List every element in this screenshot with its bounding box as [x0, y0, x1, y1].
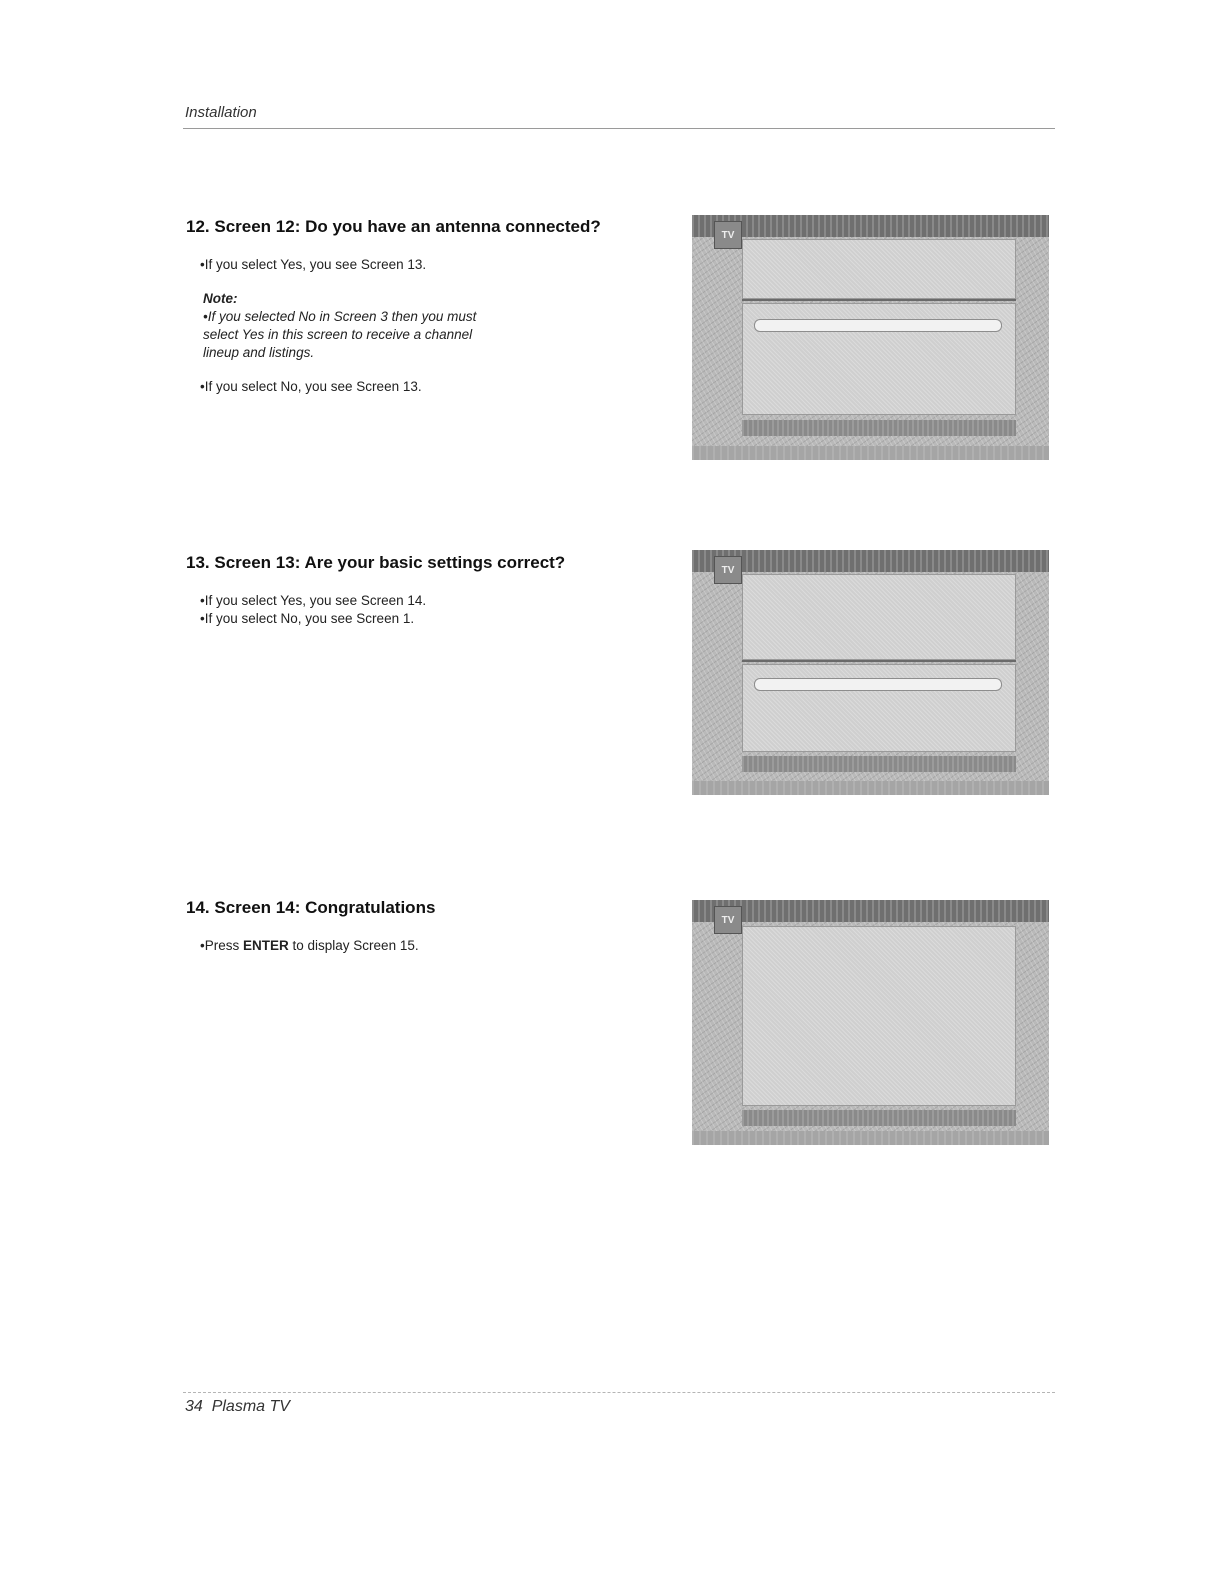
screen-info-panel — [742, 574, 1016, 660]
tv-screen-14-image — [692, 900, 1049, 1145]
running-head: Installation — [185, 104, 257, 121]
footer-rule — [183, 1392, 1055, 1393]
press-suffix: to display Screen 15. — [288, 938, 419, 953]
section-screen-14 — [186, 898, 646, 955]
tv-logo-icon: TV — [714, 906, 742, 934]
tv-logo-icon: TV — [714, 556, 742, 584]
screen-hint-strip — [742, 420, 1016, 436]
note-line: select Yes in this screen to receive a channel — [203, 327, 473, 342]
section-heading: 12. Screen 12: Do you have an antenna connected? — [186, 217, 601, 236]
section-heading: 14. Screen 14: Congratulations — [186, 898, 436, 917]
bullet-text: •If you select Yes, you see Screen 14. — [200, 593, 427, 608]
section-screen-12 — [186, 217, 646, 396]
tv-screen-13-image — [692, 550, 1049, 795]
screen-footer-bar — [692, 446, 1049, 460]
header-rule — [183, 128, 1055, 129]
screen-button-strip — [742, 1110, 1016, 1126]
bullet-text: •If you select No, you see Screen 1. — [200, 611, 415, 626]
screen-footer-bar — [692, 781, 1049, 795]
screen-separator — [742, 299, 1016, 301]
page-folio: 34 Plasma TV — [185, 1398, 290, 1415]
note-line: lineup and listings. — [203, 345, 315, 360]
screen-separator — [742, 660, 1016, 662]
press-prefix: •Press — [200, 938, 243, 953]
screen-title-bar — [692, 215, 1049, 237]
screen-message-panel — [742, 926, 1016, 1106]
section-heading: 13. Screen 13: Are your basic settings correct? — [186, 553, 566, 572]
screen-title-bar — [692, 900, 1049, 922]
highlighted-option — [754, 319, 1002, 332]
note-line: •If you selected No in Screen 3 then you must — [203, 309, 477, 324]
screen-info-panel — [742, 239, 1016, 299]
enter-key-label: ENTER — [243, 938, 289, 953]
note-label: Note: — [203, 291, 238, 306]
screen-hint-strip — [742, 756, 1016, 772]
tv-screen-12-image — [692, 215, 1049, 460]
section-screen-13 — [186, 553, 646, 628]
highlighted-option — [754, 678, 1002, 691]
tv-logo-icon: TV — [714, 221, 742, 249]
bullet-text: •If you select No, you see Screen 13. — [200, 379, 422, 394]
bullet-text: •If you select Yes, you see Screen 13. — [200, 257, 427, 272]
screen-title-bar — [692, 550, 1049, 572]
bullet-text — [186, 937, 646, 955]
screen-footer-bar — [692, 1131, 1049, 1145]
